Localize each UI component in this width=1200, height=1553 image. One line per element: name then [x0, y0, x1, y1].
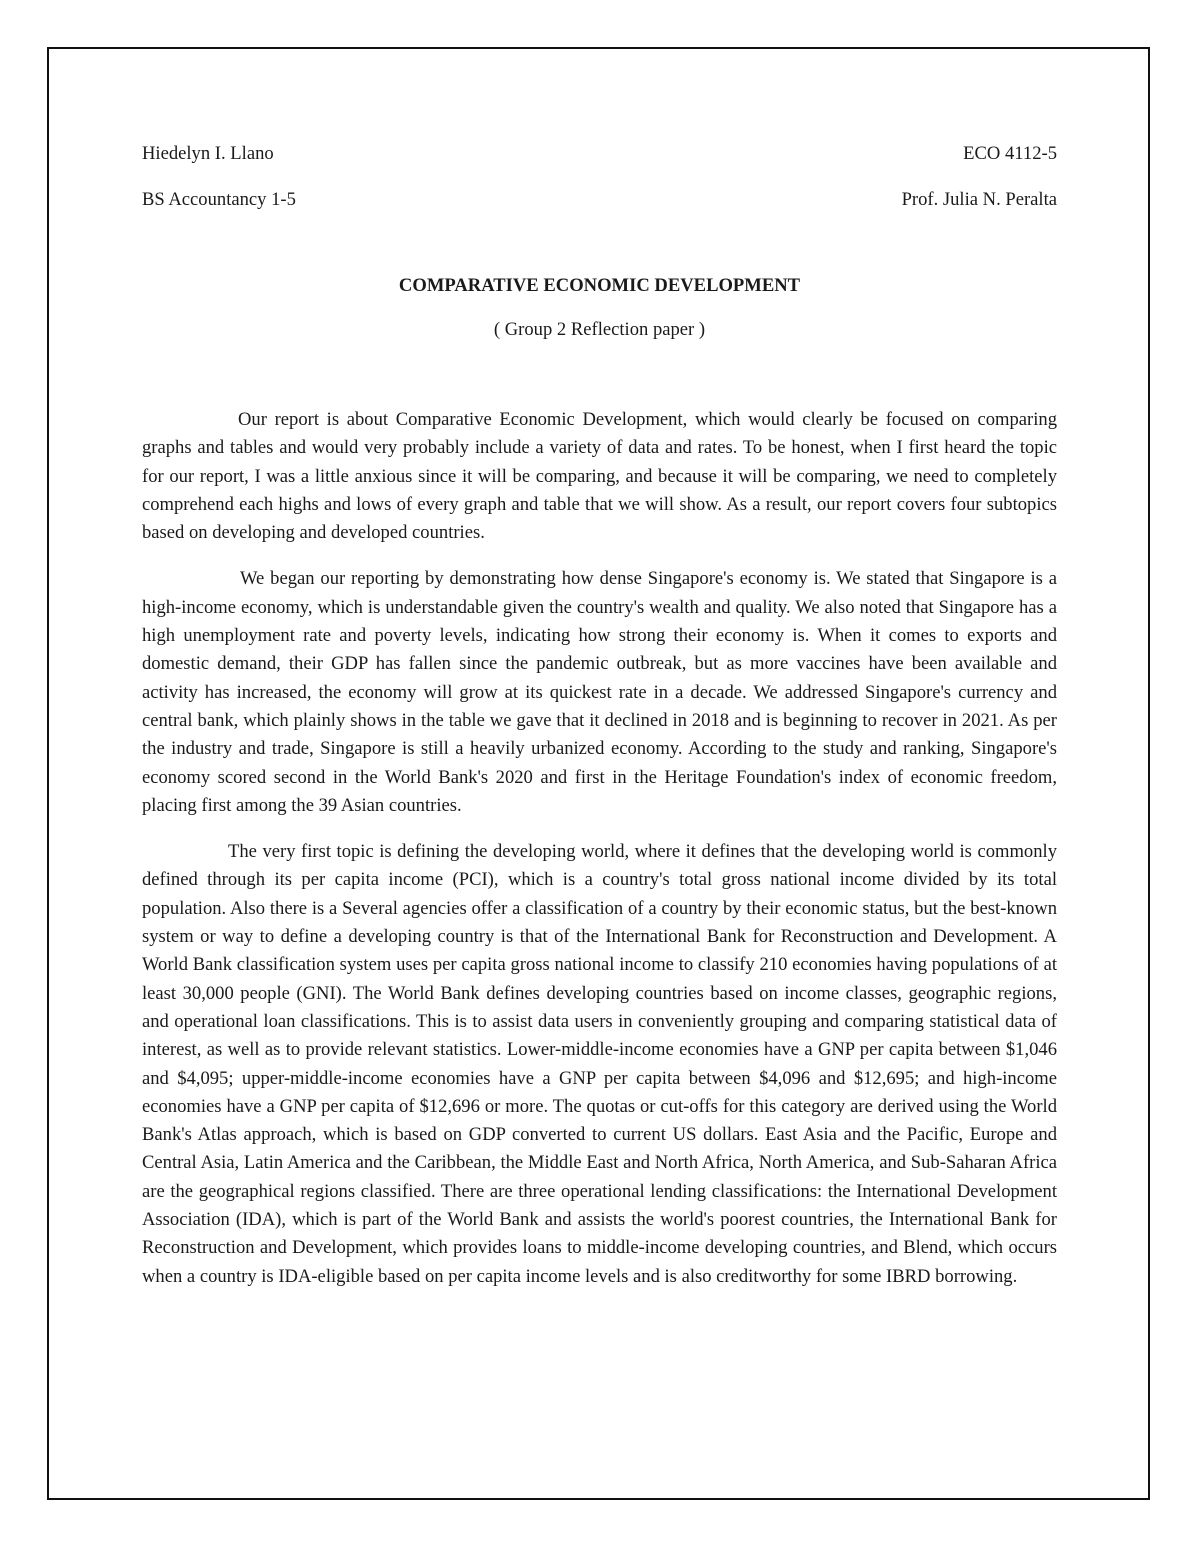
course-code: ECO 4112-5 [963, 143, 1057, 164]
paragraph-3: The very first topic is defining the developing world, where it defines that the developing world is commonly defined through its per capita income (PCI), which is a country's total gross national income divided by its total population. Also there is a Several agencies offer a classification of a country by their economic status, but the best-known system or way to define a developing country is that of the International Bank for Reconstruction and Development. A World Bank classification system uses per capita gross national income to classify 210 economies having populations of at least 30,000 people (GNI). The World Bank defines developing countries based on income classes, geographic regions, and operational loan classifications. This is to assist data users in conveniently grouping and comparing statistical data of interest, as well as to provide relevant statistics. Lower-middle-income economies have a GNP per capita between $1,046 and $4,095; upper-middle-income economies have a GNP per capita between $4,096 and $12,695; and high-income economies have a GNP per capita of $12,696 or more. The quotas or cut-offs for this category are derived using the World Bank's Atlas approach, which is based on GDP converted to current US dollars. East Asia and the Pacific, Europe and Central Asia, Latin America and the Caribbean, the Middle East and North Africa, North America, and Sub-Saharan Africa are the geographical regions classified. There are three operational lending classifications: the International Development Association (IDA), which is part of the World Bank and assists the world's poorest countries, the International Bank for Reconstruction and Development, which provides loans to middle-income developing countries, and Blend, which occurs when a country is IDA-eligible based on per capita income levels and is also creditworthy for some IBRD borrowing. [142, 841, 1057, 1287]
header-row-2 [142, 186, 1057, 214]
paragraph-2: We began our reporting by demonstrating how dense Singapore's economy is. We stated that Singapore is a high-income economy, which is understandable given the country's wealth and quality. We also noted that Singapore has a high unemployment rate and poverty levels, indicating how strong their economy is. When it comes to exports and domestic demand, their GDP has fallen since the pandemic outbreak, but as more vaccines have been available and activity has increased, the economy will grow at its quickest rate in a decade. We addressed Singapore's currency and central bank, which plainly shows in the table we gave that it declined in 2018 and is beginning to recover in 2021. As per the industry and trade, Singapore is still a heavily urbanized economy. According to the study and ranking, Singapore's economy scored second in the World Bank's 2020 and first in the Heritage Foundation's index of economic freedom, placing first among the 39 Asian countries. [142, 568, 1057, 816]
document-body [142, 140, 1057, 1291]
document-subtitle: ( Group 2 Reflection paper ) [493, 319, 706, 340]
author-name: Hiedelyn I. Llano [142, 143, 274, 164]
professor-name: Prof. Julia N. Peralta [901, 189, 1057, 210]
document-title: COMPARATIVE ECONOMIC DEVELOPMENT [398, 275, 801, 296]
header-row-1 [142, 140, 1057, 168]
program-name: BS Accountancy 1-5 [142, 189, 296, 210]
paragraph-1: Our report is about Comparative Economic Development, which would clearly be focused on comparing graphs and tables and would very probably include a variety of data and rates. To be honest, when I first heard the topic for our report, I was a little anxious since it will be comparing, and because it will be comparing, we need to completely comprehend each highs and lows of every graph and table that we will show. As a result, our report covers four subtopics based on developing and developed countries. [142, 409, 1057, 544]
